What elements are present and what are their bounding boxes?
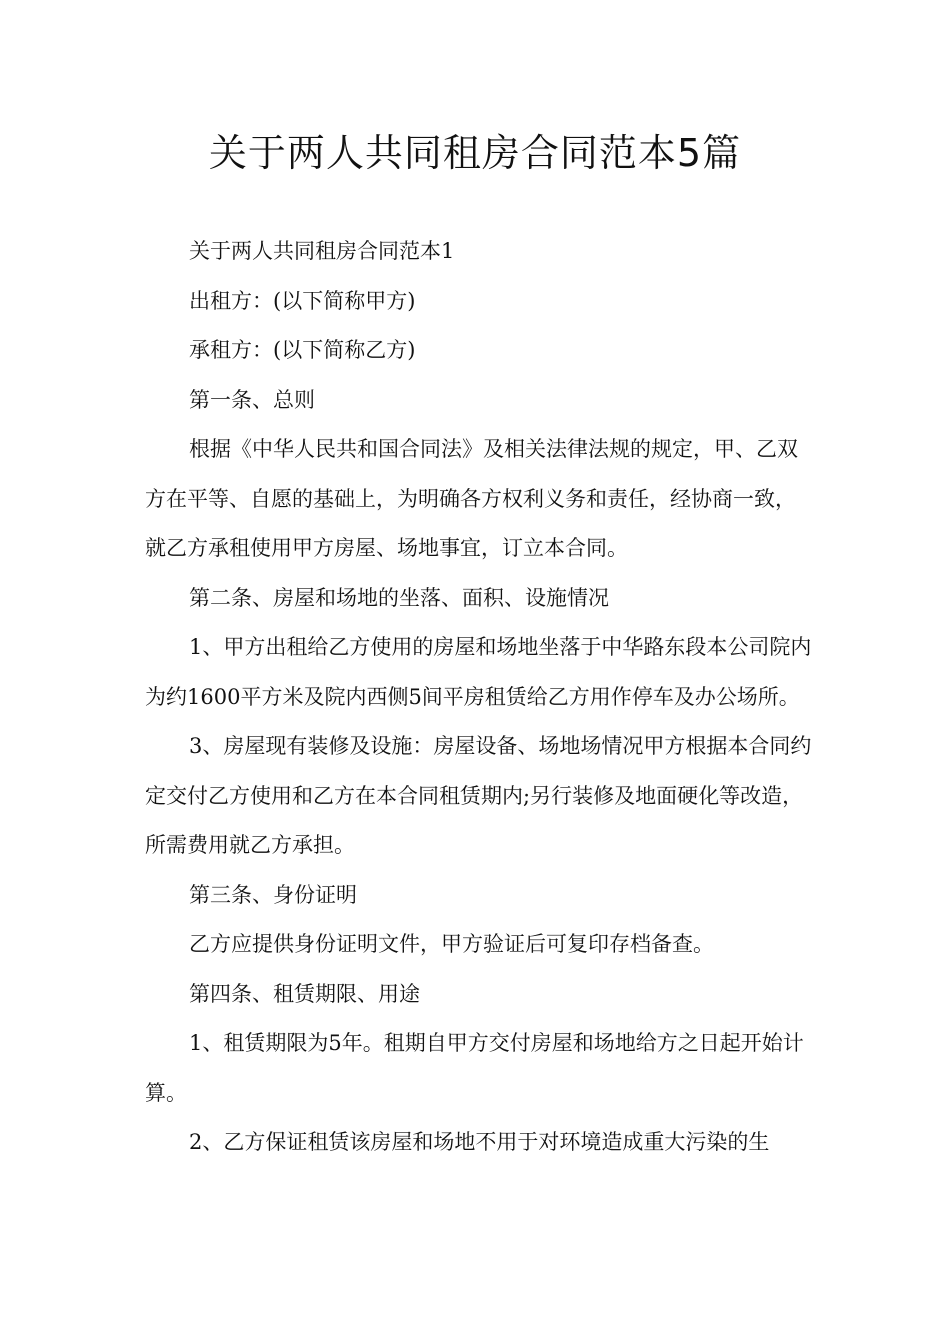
paragraph-article-4: 第四条、租赁期限、用途: [189, 981, 420, 1006]
paragraph-usage-text: 2、乙方保证租赁该房屋和场地不用于对环境造成重大污染的生: [189, 1130, 770, 1154]
paragraph-facilities-text: 3、房屋现有装修及设施：房屋设备、场地场情况甲方根据本合同约定交付乙方使用和乙方在本合同租赁期内;另行装修及地面硬化等改造，所需费用就乙方承担。: [145, 734, 812, 857]
paragraph-lessor: 出租方：(以下简称甲方): [189, 288, 416, 313]
paragraph-heading-1: 关于两人共同租房合同范本1: [189, 239, 455, 263]
paragraph-identity-text: 乙方应提供身份证明文件，甲方验证后可复印存档备查。: [189, 932, 714, 956]
paragraph-location-text: 1、甲方出租给乙方使用的房屋和场地坐落于中华路东段本公司院内为约1600平方米及院内西侧5间平房租赁给乙方用作停车及办公场所。: [145, 635, 812, 709]
paragraph-article-1: 第一条、总则: [189, 387, 315, 412]
paragraph-term-text: 1、租赁期限为5年。租期自甲方交付房屋和场地给方之日起开始计算。: [145, 1031, 804, 1105]
document-body: [145, 227, 813, 1168]
paragraph-article-3: 第三条、身份证明: [189, 882, 357, 907]
paragraph-general-text: 根据《中华人民共和国合同法》及相关法律法规的规定，甲、乙双方在平等、自愿的基础上，为明确各方权利义务和责任，经协商一致，就乙方承租使用甲方房屋、场地事宜，订立本合同。: [145, 437, 798, 560]
paragraph-lessee: 承租方：(以下简称乙方): [189, 338, 416, 362]
document-title: 关于两人共同租房合同范本5篇: [208, 131, 742, 175]
paragraph-article-2: 第二条、房屋和场地的坐落、面积、设施情况: [189, 585, 609, 610]
